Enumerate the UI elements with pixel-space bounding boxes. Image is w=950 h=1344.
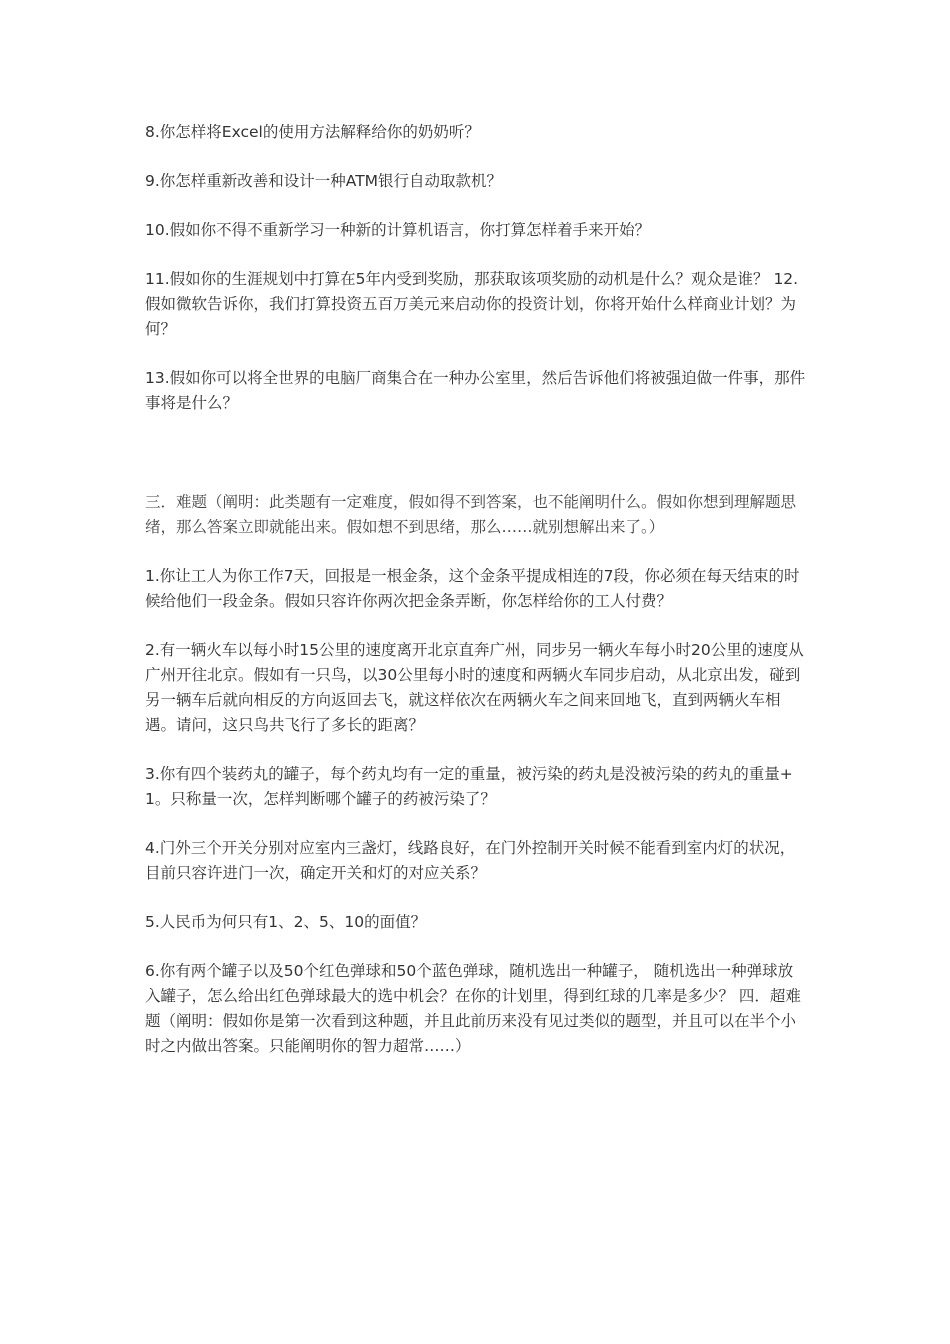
- hard-question-3: 3.你有四个装药丸的罐子，每个药丸均有一定的重量，被污染的药丸是没被污染的药丸的重量+1。只称量一次，怎样判断哪个罐子的药被污染了？: [145, 765, 793, 808]
- section-spacer: [145, 440, 807, 490]
- section-3-heading: 三．难题（阐明：此类题有一定难度，假如得不到答案，也不能阐明什么。假如你想到理解题思绪，那么答案立即就能出来。假如想不到思绪，那么……就别想解出来了。）: [145, 493, 797, 536]
- question-11-12: 11.假如你的生涯规划中打算在5年内受到奖励，那获取该项奖励的动机是什么？观众是谁？ 12.假如微软告诉你，我们打算投资五百万美元来启动你的投资计划，你将开始什么样商业计划？为何？: [145, 270, 799, 338]
- hard-question-4: 4.门外三个开关分别对应室内三盏灯，线路良好，在门外控制开关时候不能看到室内灯的状况，目前只容许进门一次，确定开关和灯的对应关系？: [145, 839, 796, 882]
- question-9: 9.你怎样重新改善和设计一种ATM银行自动取款机？: [145, 172, 503, 190]
- hard-question-6: 6.你有两个罐子以及50个红色弹球和50个蓝色弹球，随机选出一种罐子， 随机选出一种弹球放入罐子，怎么给出红色弹球最大的选中机会？在你的计划里，得到红球的几率是多少？ 四．超难题（阐明：假如你是第一次看到这种题，并且此前历来没有见过类似的题型，并且可以在半个小时之内做出答案。只能阐明你的智力超常……）: [145, 962, 801, 1055]
- question-13: 13.假如你可以将全世界的电脑厂商集合在一种办公室里，然后告诉他们将被强迫做一件事，那件事将是什么？: [145, 369, 806, 412]
- hard-question-2: 2.有一辆火车以每小时15公里的速度离开北京直奔广州，同步另一辆火车每小时20公里的速度从广州开往北京。假如有一只鸟，以30公里每小时的速度和两辆火车同步启动，从北京出发，碰到另一辆车后就向相反的方向返回去飞，就这样依次在两辆火车之间来回地飞，直到两辆火车相遇。请问，这只鸟共飞行了多长的距离？: [145, 641, 804, 734]
- question-10: 10.假如你不得不重新学习一种新的计算机语言，你打算怎样着手来开始？: [145, 221, 651, 239]
- document-body: [145, 120, 807, 1083]
- hard-question-1: 1.你让工人为你工作7天，回报是一根金条，这个金条平提成相连的7段，你必须在每天结束的时候给他们一段金条。假如只容许你两次把金条弄断，你怎样给你的工人付费？: [145, 567, 800, 610]
- hard-question-5: 5.人民币为何只有1、2、5、10的面值？: [145, 913, 427, 931]
- question-8: 8.你怎样将Excel的使用方法解释给你的奶奶听？: [145, 123, 480, 141]
